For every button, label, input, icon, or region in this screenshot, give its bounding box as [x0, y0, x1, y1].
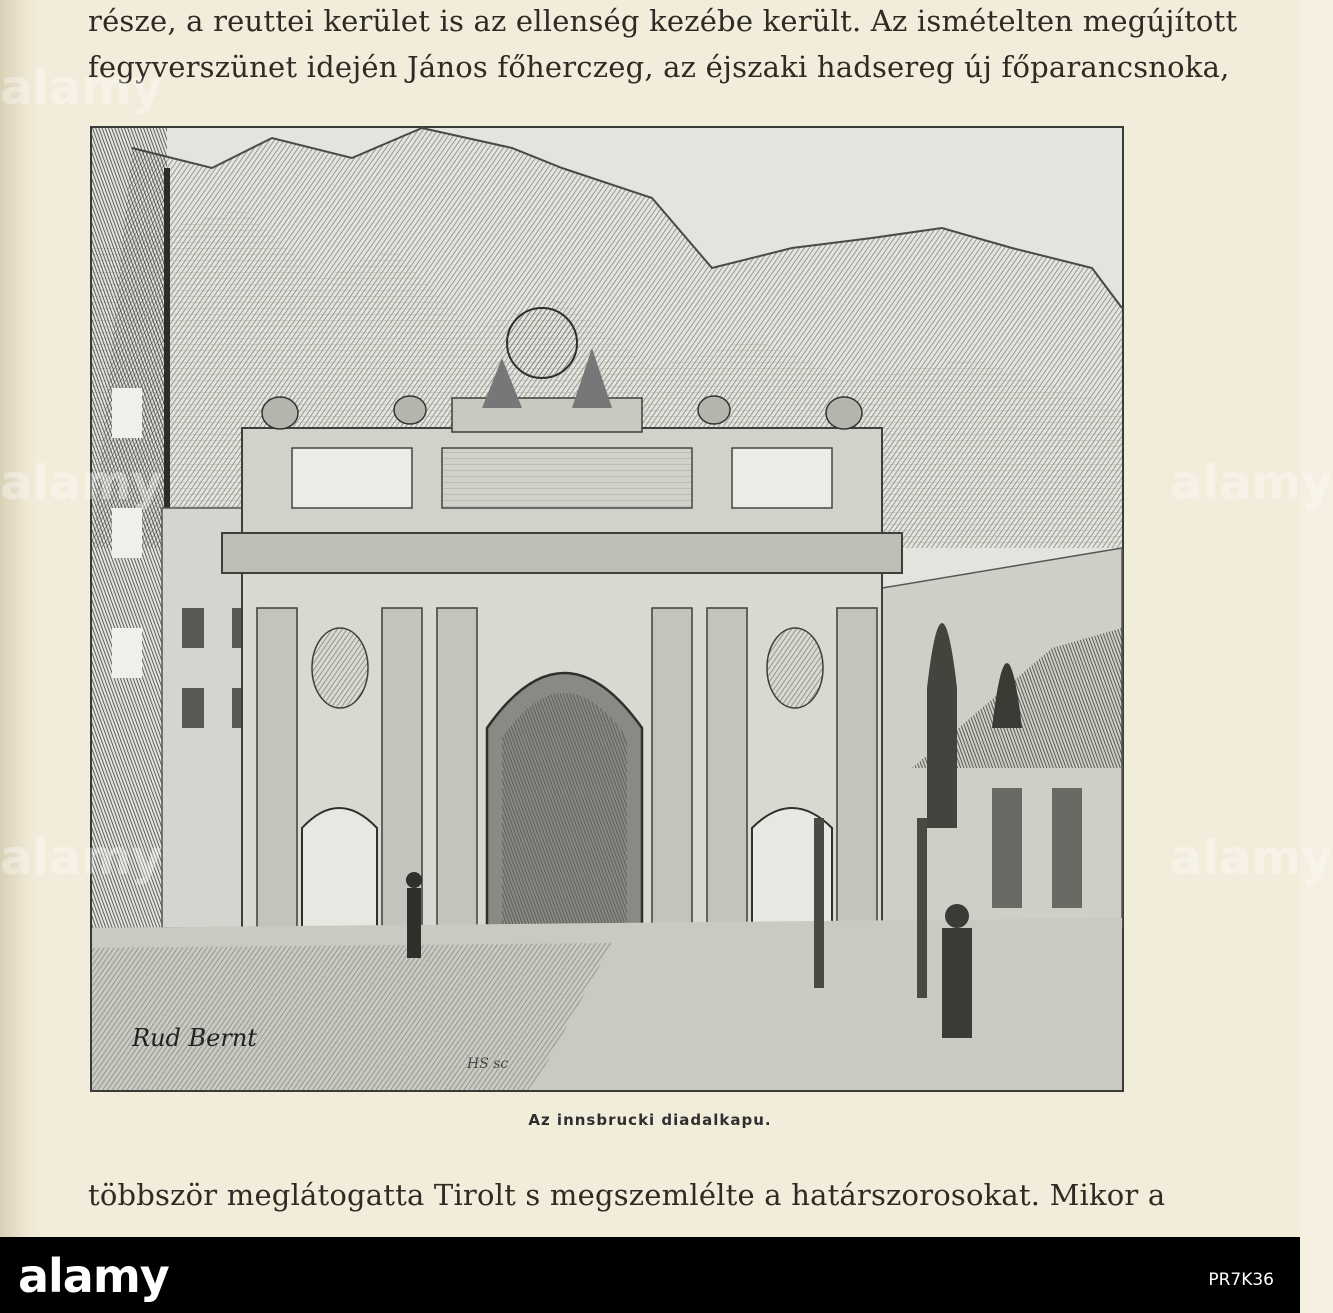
illustration-caption: Az innsbrucki diadalkapu.	[528, 1111, 772, 1129]
engraving-illustration	[90, 126, 1124, 1092]
body-text-line-3: többször meglátogatta Tirolt s megszemlélte a határszorosokat. Mikor a	[88, 1178, 1166, 1212]
image-id: PR7K36	[1208, 1270, 1274, 1290]
watermark: alamy	[1170, 455, 1333, 511]
body-text-line-2: fegyverszünet idején János főherczeg, az éjszaki hadsereg új főparancsnoka,	[88, 50, 1230, 84]
artist-signature: Rud Bernt	[132, 1024, 257, 1052]
alamy-logo: alamy	[18, 1249, 169, 1303]
watermark: alamy	[0, 455, 163, 511]
body-text-line-1: része, a reuttei kerület is az ellenség kezébe került. Az ismételten megújított	[88, 4, 1238, 38]
watermark: alamy	[0, 60, 163, 116]
stock-footer-bar	[0, 1237, 1300, 1313]
engraving-drawing	[92, 128, 1122, 1090]
watermark: alamy	[0, 830, 163, 886]
watermark: alamy	[1170, 830, 1333, 886]
page-spine-shadow	[0, 0, 40, 1237]
engraver-mark: HS sc	[467, 1056, 509, 1072]
